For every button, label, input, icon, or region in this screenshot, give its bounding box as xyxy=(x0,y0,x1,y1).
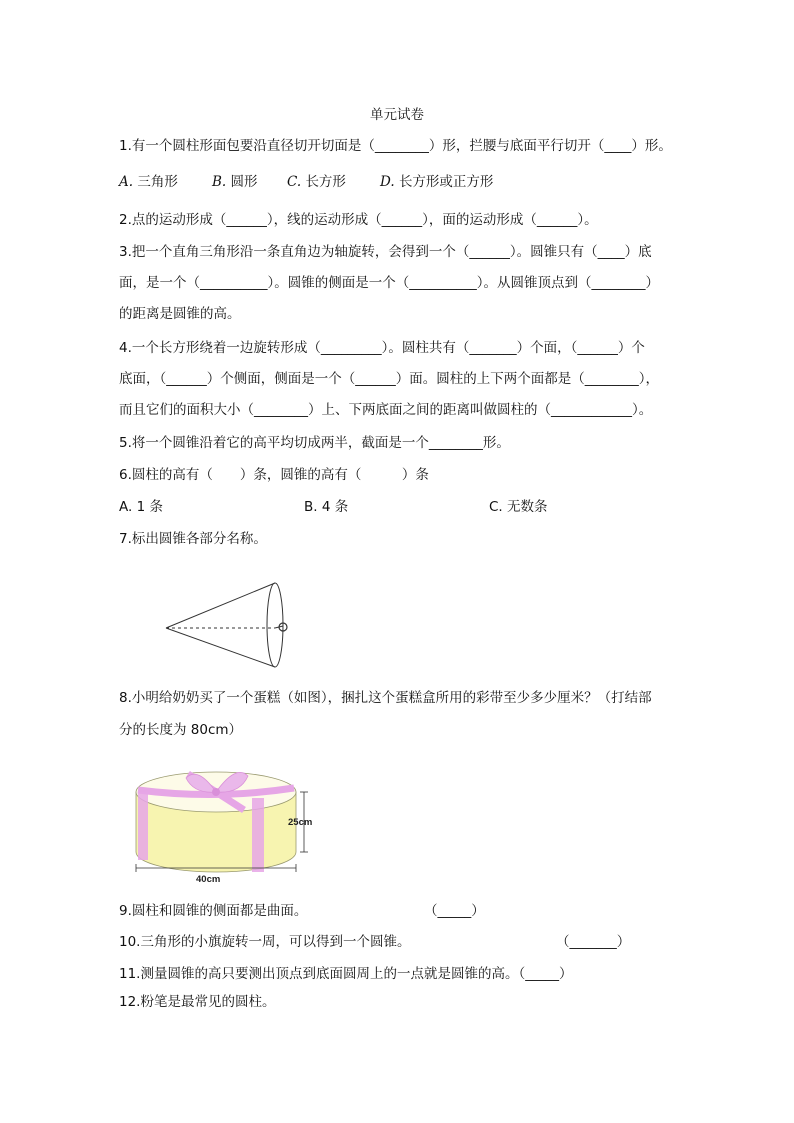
cone-slant-top xyxy=(166,583,275,628)
question-4-line-2: 底面，（______）个侧面，侧面是一个（______）面。圆柱的上下两个面都是（________）， xyxy=(119,371,659,387)
question-6: 6.圆柱的高有（ ）条，圆锥的高有（ ）条 xyxy=(119,467,429,483)
cake-figure xyxy=(128,760,338,890)
q6-option-c: C. 无数条 xyxy=(489,499,548,515)
cone-figure xyxy=(160,575,300,675)
q1-option-a: A. 三角形 xyxy=(119,174,178,190)
question-12: 12.粉笔是最常见的圆柱。 xyxy=(119,994,276,1010)
question-3-line-1: 3.把一个直角三角形沿一条直角边为轴旋转，会得到一个（______）。圆锥只有（____）底 xyxy=(119,244,652,260)
question-3-line-3: 的距离是圆锥的高。 xyxy=(119,306,241,322)
ribbon-side-right xyxy=(252,798,264,872)
q6-option-b: B. 4 条 xyxy=(304,499,349,515)
question-2: 2.点的运动形成（______），线的运动形成（______），面的运动形成（______）。 xyxy=(119,212,598,228)
q10-answer-blank: （_______） xyxy=(556,934,631,950)
question-3-line-2: 面，是一个（__________）。圆锥的侧面是一个（__________）。从圆锥顶点到（________） xyxy=(119,275,659,291)
height-label: 25cm xyxy=(288,817,313,828)
question-8-line-1: 8.小明给奶奶买了一个蛋糕（如图），捆扎这个蛋糕盒所用的彩带至少多少厘米？（打结部 xyxy=(119,690,652,706)
q1-option-b: B. 圆形 xyxy=(212,174,258,190)
width-label: 40cm xyxy=(196,874,221,885)
question-11: 11.测量圆锥的高只要测出顶点到底面圆周上的一点就是圆锥的高。（_____） xyxy=(119,966,573,982)
question-1: 1.有一个圆柱形面包要沿直径切开切面是（________）形，拦腰与底面平行切开（____）形。 xyxy=(119,138,672,154)
q1-option-d: D. 长方形或正方形 xyxy=(380,174,494,190)
bow-knot xyxy=(212,788,220,796)
question-4-line-3: 而且它们的面积大小（________）上、下两底面之间的距离叫做圆柱的（____________）。 xyxy=(119,402,653,418)
q9-answer-blank: （_____） xyxy=(424,903,485,919)
cone-slant-bottom xyxy=(166,628,275,667)
question-10: 10.三角形的小旗旋转一周，可以得到一个圆锥。 xyxy=(119,934,411,950)
q1-option-c: C. 长方形 xyxy=(287,174,346,190)
question-7: 7.标出圆锥各部分名称。 xyxy=(119,531,267,547)
q6-option-a: A. 1 条 xyxy=(119,499,163,515)
question-5: 5.将一个圆锥沿着它的高平均切成两半，截面是一个________形。 xyxy=(119,435,510,451)
question-4-line-1: 4.一个长方形绕着一边旋转形成（_________）。圆柱共有（_______）个面，（______）个 xyxy=(119,340,645,356)
page-title: 单元试卷 xyxy=(370,107,424,123)
question-9: 9.圆柱和圆锥的侧面都是曲面。 xyxy=(119,903,308,919)
cone-base-ellipse xyxy=(267,583,283,667)
ribbon-side-left xyxy=(138,792,148,860)
question-8-line-2: 分的长度为 80cm） xyxy=(119,722,243,738)
